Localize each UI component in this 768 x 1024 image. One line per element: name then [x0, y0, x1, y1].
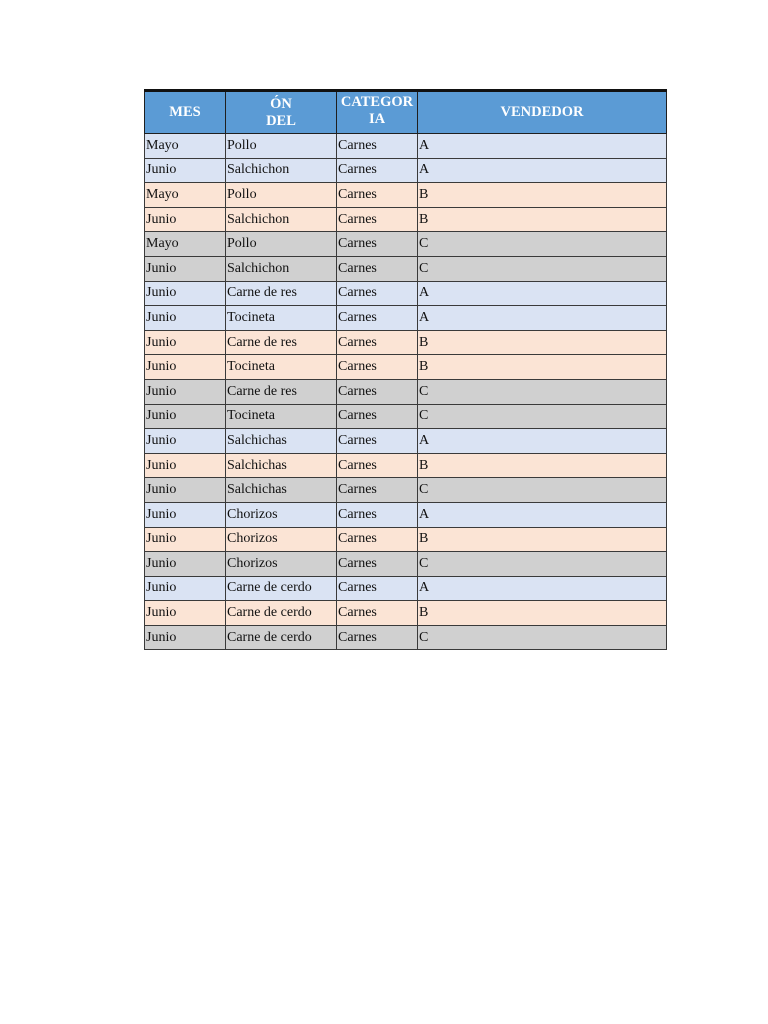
- cell-vendedor: B: [418, 453, 667, 478]
- cell-categoria: Carnes: [337, 256, 418, 281]
- cell-mes: Junio: [145, 256, 226, 281]
- cell-categoria: Carnes: [337, 404, 418, 429]
- cell-vendedor: C: [418, 552, 667, 577]
- header-mes: [145, 91, 226, 134]
- cell-categoria: Carnes: [337, 281, 418, 306]
- cell-producto: Chorizos: [226, 552, 337, 577]
- header-row: [145, 91, 667, 134]
- table-row: [145, 379, 667, 404]
- cell-vendedor: B: [418, 207, 667, 232]
- cell-categoria: Carnes: [337, 306, 418, 331]
- cell-producto: Carne de cerdo: [226, 601, 337, 626]
- header-mes-label: MES: [169, 104, 201, 120]
- table-row: [145, 478, 667, 503]
- cell-mes: Junio: [145, 576, 226, 601]
- table-row: [145, 527, 667, 552]
- cell-vendedor: A: [418, 306, 667, 331]
- cell-categoria: Carnes: [337, 330, 418, 355]
- cell-mes: Junio: [145, 502, 226, 527]
- cell-mes: Junio: [145, 330, 226, 355]
- cell-producto: Carne de cerdo: [226, 625, 337, 650]
- cell-vendedor: B: [418, 601, 667, 626]
- cell-vendedor: A: [418, 281, 667, 306]
- cell-categoria: Carnes: [337, 453, 418, 478]
- cell-vendedor: C: [418, 256, 667, 281]
- cell-producto: Carne de res: [226, 379, 337, 404]
- cell-categoria: Carnes: [337, 379, 418, 404]
- cell-producto: Tocineta: [226, 404, 337, 429]
- header-descripcion-label: ÓN DEL: [266, 95, 296, 129]
- table-row: [145, 601, 667, 626]
- cell-vendedor: B: [418, 527, 667, 552]
- cell-vendedor: C: [418, 404, 667, 429]
- cell-producto: Salchichon: [226, 256, 337, 281]
- cell-vendedor: C: [418, 478, 667, 503]
- cell-vendedor: B: [418, 330, 667, 355]
- table-row: [145, 306, 667, 331]
- header-categoria: [337, 91, 418, 134]
- table-row: [145, 256, 667, 281]
- cell-mes: Mayo: [145, 183, 226, 208]
- cell-mes: Junio: [145, 306, 226, 331]
- cell-mes: Junio: [145, 625, 226, 650]
- cell-categoria: Carnes: [337, 232, 418, 257]
- cell-categoria: Carnes: [337, 134, 418, 159]
- cell-producto: Carne de cerdo: [226, 576, 337, 601]
- cell-vendedor: A: [418, 158, 667, 183]
- cell-categoria: Carnes: [337, 552, 418, 577]
- cell-producto: Pollo: [226, 183, 337, 208]
- cell-producto: Pollo: [226, 232, 337, 257]
- cell-categoria: Carnes: [337, 429, 418, 454]
- cell-categoria: Carnes: [337, 502, 418, 527]
- cell-mes: Junio: [145, 379, 226, 404]
- table-row: [145, 355, 667, 380]
- table-row: [145, 281, 667, 306]
- table-header: [145, 91, 667, 134]
- cell-producto: Carne de res: [226, 330, 337, 355]
- cell-producto: Salchichon: [226, 207, 337, 232]
- cell-producto: Salchichas: [226, 478, 337, 503]
- cell-mes: Mayo: [145, 134, 226, 159]
- cell-mes: Junio: [145, 355, 226, 380]
- cell-categoria: Carnes: [337, 355, 418, 380]
- cell-mes: Junio: [145, 601, 226, 626]
- cell-mes: Junio: [145, 478, 226, 503]
- table-row: [145, 134, 667, 159]
- header-vendedor-label: VENDEDOR: [500, 104, 584, 120]
- table-row: [145, 429, 667, 454]
- cell-vendedor: C: [418, 625, 667, 650]
- table-row: [145, 576, 667, 601]
- table-body: [145, 134, 667, 650]
- cell-vendedor: B: [418, 355, 667, 380]
- table-row: [145, 453, 667, 478]
- table-row: [145, 158, 667, 183]
- cell-vendedor: B: [418, 183, 667, 208]
- cell-categoria: Carnes: [337, 527, 418, 552]
- cell-categoria: Carnes: [337, 207, 418, 232]
- cell-vendedor: A: [418, 502, 667, 527]
- cell-mes: Junio: [145, 281, 226, 306]
- table-row: [145, 183, 667, 208]
- cell-vendedor: A: [418, 429, 667, 454]
- cell-producto: Salchichas: [226, 453, 337, 478]
- cell-mes: Junio: [145, 404, 226, 429]
- cell-producto: Tocineta: [226, 355, 337, 380]
- cell-mes: Mayo: [145, 232, 226, 257]
- sales-table: [144, 89, 667, 650]
- cell-producto: Carne de res: [226, 281, 337, 306]
- cell-producto: Chorizos: [226, 527, 337, 552]
- cell-mes: Junio: [145, 552, 226, 577]
- cell-vendedor: A: [418, 576, 667, 601]
- cell-producto: Salchichas: [226, 429, 337, 454]
- cell-mes: Junio: [145, 527, 226, 552]
- cell-categoria: Carnes: [337, 625, 418, 650]
- table-row: [145, 232, 667, 257]
- cell-vendedor: C: [418, 379, 667, 404]
- cell-mes: Junio: [145, 207, 226, 232]
- table-row: [145, 502, 667, 527]
- table-row: [145, 404, 667, 429]
- table-row: [145, 330, 667, 355]
- cell-mes: Junio: [145, 158, 226, 183]
- header-categoria-label: CATEGOR IA: [340, 93, 414, 127]
- header-descripcion: [226, 91, 337, 134]
- table-row: [145, 207, 667, 232]
- cell-categoria: Carnes: [337, 183, 418, 208]
- cell-producto: Tocineta: [226, 306, 337, 331]
- cell-categoria: Carnes: [337, 576, 418, 601]
- table-row: [145, 625, 667, 650]
- cell-producto: Pollo: [226, 134, 337, 159]
- table-row: [145, 552, 667, 577]
- header-vendedor: [418, 91, 667, 134]
- cell-vendedor: C: [418, 232, 667, 257]
- cell-categoria: Carnes: [337, 158, 418, 183]
- cell-categoria: Carnes: [337, 478, 418, 503]
- cell-mes: Junio: [145, 453, 226, 478]
- cell-mes: Junio: [145, 429, 226, 454]
- cell-vendedor: A: [418, 134, 667, 159]
- cell-categoria: Carnes: [337, 601, 418, 626]
- cell-producto: Salchichon: [226, 158, 337, 183]
- cell-producto: Chorizos: [226, 502, 337, 527]
